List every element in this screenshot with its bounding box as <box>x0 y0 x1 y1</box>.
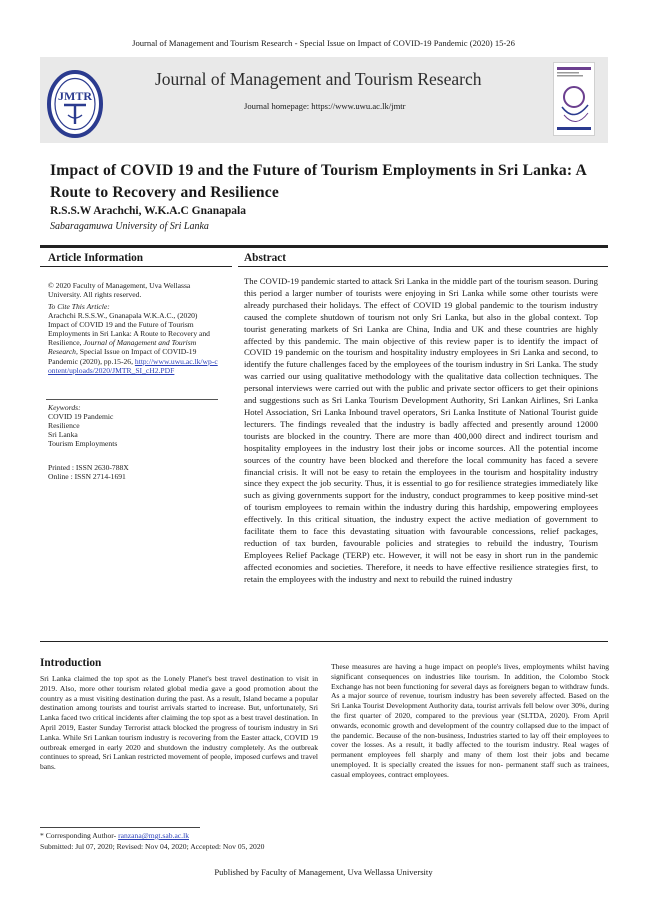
issn-online: Online : ISSN 2714-1691 <box>48 472 126 482</box>
cite-text-2: Special Issue on Impact of COVID-19 Pandemic (2020), pp.15-26, <box>48 347 197 366</box>
introduction-right-column: These measures are having a huge impact on people's lives, employments whilst having significant consequences on industries like tourism. In addition, the Colombo Stock Exchange has not been functioning for several days as foreigners began to withdraw funds. As a major source of revenue, tourism industry has been severely affected. Based on the Sri Lanka Tourist Development Authority data, tourist arrivals fell below over 30%, during the first quarter of 2020, compared to the previous year (SLTDA, 2020). From April onwards, economic growth and development of the country collapsed due to the impact of the pandemic. Because of the non-business, Industries started to lay off their employees to cover the losses. As a result, it badly affected to the tourism industry. Real wages of permanent employees fell sharply and many of them lost their jobs and became unemployed. It is specially created the issues for non- permanent staff such as trainees, casual employees, contract employees. <box>331 662 609 779</box>
keywords-block <box>48 403 218 448</box>
paper-affiliation: Sabaragamuwa University of Sri Lanka <box>50 221 209 232</box>
publisher-footer: Published by Faculty of Management, Uva Wellassa University <box>214 867 433 877</box>
issn-block <box>48 463 218 481</box>
paper-authors: R.S.S.W Arachchi, W.K.A.C Gnanapala <box>50 205 246 217</box>
abstract-bottom-rule <box>40 641 608 642</box>
introduction-left-column: Sri Lanka claimed the top spot as the Lonely Planet's best travel destination to visit in 2019. Also, more other tourism related global media gave a good promotion about the country as a must visiting destination during the past. As a result, Island became a popular destination among tourists and tourist arrivals started to increase. But, unfortunately, Sri Lanka faced two critical incidents after claiming the top spot as a best travel destination. In April 2019, Easter Sunday Terrorist attack blocked the progress of tourism industry in Sri Lanka. While Sri Lankan tourism industry is recovering from the Easter attack, COVID 19 outbreak emerged in early 2020 and shutdown the industry completely. As the outbreak continues to spread, Sri Lankan restricted movement of people, imposed curfews and travel bans. <box>40 674 318 772</box>
submission-dates: Submitted: Jul 07, 2020; Revised: Nov 04, 2020; Accepted: Nov 05, 2020 <box>40 842 265 851</box>
footnote-rule <box>40 827 200 828</box>
abstract-text: The COVID-19 pandemic started to attack Sri Lanka in the middle part of the tourism season. During this period a larger number of tourists were enjoying in Sri Lanka while some other tourists were already purchased their holidays. The effect of COVID 19 global pandemic to the tourism industry caused the complete shutdown of tourism not only Sri Lanka, but also in the global context. Top tourist generating markets of Sri Lanka are China, India and UK and these countries are highly affected by this pandemic. The main objective of this review paper is to identify the impact of COVID 19 pandemic on the tourism and hospitality industry employees in Sri Lanka and second, to identify the future challenges faced by the employees of the tourism industry in Sri Lanka. The study was carried our using qualitative methodology with the qualitative data collection techniques. The personal interviews were carried out with the public and private sector officers to get their opinions and suggestions such as Sri Lanka Tourism Development Authority, Sri Lankan Airlines, Sri Lanka Hotel Association, Sri Lanka Inbound travel operators, Sri Lanka Institute of National Tourist guide lecturers. The findings revealed that the industry is badly affected and presently around 12000 tourists are blocked in the country. There are more than 400,000 direct and indirect tourism and hospitality employees in the industry lost their jobs or income sources. All the potential income sources of the country have been blocked and therefore the local community has faced a severe financial crisis. It will not be easy to retain the employees in the tourism and hospitality industry since they expect the job security. Thus, it is essential to go for resilience strategies immediately like such as giving governments support for the industry, conduct programmes to keep positive mind-set of tourism employees to remain within the industry during this hardship, empowering employees effectively. In this critical situation, the industry expect the active mediation of government to facilitate them to face this devastating situation with favourable concessions, relief packages, reduction of tax burden, favourable policies and strategies to rebuild the industry, Tourism Employees Relief Package (TERP) etc. However, it will not be easy in short run in the pandemic affected economies and societies. Therefore, it needs to have effective resilience strategies first, to retain the employees with the industry and next to rebuild the ruined industry <box>244 276 598 584</box>
keyword-item: Resilience <box>48 421 80 431</box>
abstract-heading: Abstract <box>244 252 287 264</box>
keyword-item: Sri Lanka <box>48 430 78 440</box>
keywords-rule <box>46 399 218 400</box>
journal-logo <box>46 69 104 139</box>
corresponding-author <box>40 831 189 840</box>
running-header: Journal of Management and Tourism Research - Special Issue on Impact of COVID-19 Pandemic (2020) 15-26 <box>132 38 515 48</box>
article-info-heading: Article Information <box>48 252 144 264</box>
cite-label: To Cite This Article: <box>48 302 110 311</box>
keywords-label: Keywords: <box>48 403 81 412</box>
paper-title: Impact of COVID 19 and the Future of Tourism Employments in Sri Lanka: A Route to Recovery and Resilience <box>50 162 587 201</box>
cover-art-icon <box>554 63 594 135</box>
header-rule <box>40 245 608 248</box>
keyword-item: COVID 19 Pandemic <box>48 412 114 422</box>
cite-link[interactable]: http://www.uwu.ac.lk/wp-content/uploads/2020/JMTR_SI_cH2.PDF <box>48 356 218 375</box>
journal-title: Journal of Management and Tourism Research <box>155 69 482 89</box>
article-info-rule <box>40 266 232 267</box>
abstract-rule <box>238 266 608 267</box>
journal-cover-thumbnail <box>553 62 595 136</box>
copyright-notice: © 2020 Faculty of Management, Uva Wellassa University. All rights reserved. <box>48 281 191 300</box>
issn-print: Printed : ISSN 2630-788X <box>48 463 129 472</box>
keyword-item: Tourism Employments <box>48 439 118 449</box>
citation-block <box>48 302 218 375</box>
author-email-link[interactable]: ranzana@mgt.sab.ac.lk <box>118 831 189 840</box>
journal-logo-text: JMTR <box>58 89 92 103</box>
corresponding-label: * Corresponding Author- <box>40 831 117 840</box>
journal-homepage: Journal homepage: https://www.uwu.ac.lk/jmtr <box>244 101 406 111</box>
cite-text: Arachchi R.S.S.W., Gnanapala W.K.A.C., (2020) Impact of COVID 19 and the Future of Tourism Employments in Sri Lanka: A Route to Recovery and Resilience, <box>48 311 210 348</box>
cite-journal: Journal of Management and Tourism Research, <box>48 338 197 357</box>
introduction-heading: Introduction <box>40 657 102 669</box>
